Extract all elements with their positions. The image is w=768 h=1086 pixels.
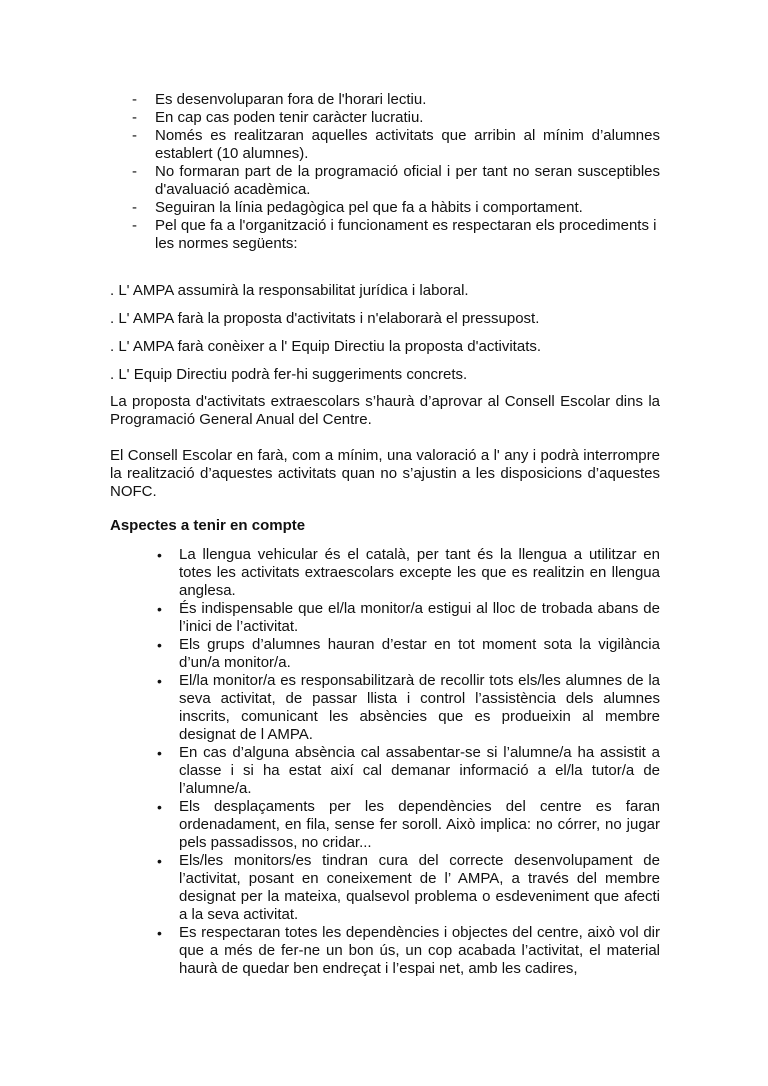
- dash-marker: -: [132, 163, 137, 180]
- dash-list-item: [110, 127, 660, 163]
- ampa-rule: . L' AMPA farà la proposta d'activitats i n'elaborarà el pressupost.: [110, 310, 540, 327]
- bullet-icon: •: [157, 637, 162, 653]
- bullet-list-item: [110, 600, 660, 636]
- bullet-item-text: Els grups d’alumnes hauran d’estar en tot moment sota la vigilància d’un/a monitor/a.: [179, 636, 660, 671]
- bullet-list-item: [110, 798, 660, 852]
- ampa-rule: . L' AMPA farà conèixer a l' Equip Directiu la proposta d'activitats.: [110, 338, 542, 355]
- bullet-item-text: Els/les monitors/es tindran cura del correcte desenvolupament de l’activitat, posant en coneixement de l’ AMPA, a través del membre designat per la mateixa, qualsevol problema o esdeveniment que afecti a la seva activitat.: [179, 852, 660, 923]
- bullet-item-text: La llengua vehicular és el català, per tant és la llengua a utilitzar en totes les activitats extraescolars excepte les que es realitzin en llengua anglesa.: [179, 546, 660, 599]
- bullet-list-item: [110, 744, 660, 798]
- dash-list-item: [110, 109, 660, 127]
- bullet-icon: •: [157, 799, 162, 815]
- dash-item-text: Només es realitzaran aquelles activitats que arribin al mínim d’alumnes establert (10 alumnes).: [155, 127, 660, 162]
- bullet-list-item: [110, 636, 660, 672]
- ampa-rule: . L' Equip Directiu podrà fer-hi suggeriments concrets.: [110, 366, 468, 383]
- bullet-list-item: [110, 672, 660, 744]
- ampa-rule: . L' AMPA assumirà la responsabilitat jurídica i laboral.: [110, 282, 469, 299]
- dash-marker: -: [132, 217, 137, 234]
- dash-marker: -: [132, 199, 137, 216]
- bullet-item-text: El/la monitor/a es responsabilitzarà de recollir tots els/les alumnes de la seva activitat, de passar llista i control l’assistència dels alumnes inscrits, comunicant les absències que es produeixin al membre designat de l AMPA.: [179, 672, 660, 743]
- bullet-icon: •: [157, 853, 162, 869]
- bullet-item-text: Es respectaran totes les dependències i objectes del centre, això vol dir que a més de fer-ne un bon ús, un cop acabada l’activitat, el material haurà de quedar ben endreçat i l’espai net, amb les cadires,: [179, 924, 660, 977]
- bullet-icon: •: [157, 925, 162, 941]
- dash-item-text: No formaran part de la programació oficial i per tant no seran susceptibles d'avaluació acadèmica.: [155, 163, 660, 198]
- dash-item-text: Es desenvoluparan fora de l'horari lectiu.: [155, 91, 427, 108]
- bullet-icon: •: [157, 745, 162, 761]
- bullet-item-text: En cas d’alguna absència cal assabentar-se si l’alumne/a ha assistit a classe i si ha estat així cal demanar informació a el/la tutor/a de l’alumne/a.: [179, 744, 660, 797]
- approval-paragraph: La proposta d'activitats extraescolars s’haurà d’aprovar al Consell Escolar dins la Programació General Anual del Centre.: [110, 393, 660, 428]
- bullet-list-item: [110, 852, 660, 924]
- bullet-icon: •: [157, 673, 162, 689]
- bullet-icon: •: [157, 547, 162, 563]
- dash-list-item: [110, 91, 660, 109]
- section-heading: Aspectes a tenir en compte: [110, 517, 306, 534]
- conditions-dash-list: [110, 91, 660, 253]
- dash-list-item: [110, 163, 660, 199]
- dash-marker: -: [132, 91, 137, 108]
- dash-list-item: [110, 217, 660, 253]
- dash-item-text: Pel que fa a l'organització i funcionament es respectaran els procediments i les normes següents:: [155, 217, 657, 252]
- dash-marker: -: [132, 127, 137, 144]
- dash-list-item: [110, 199, 660, 217]
- bullet-list-item: [110, 546, 660, 600]
- bullet-item-text: És indispensable que el/la monitor/a estigui al lloc de trobada abans de l’inici de l’activitat.: [179, 600, 660, 635]
- aspects-bullet-list: [110, 546, 660, 978]
- bullet-icon: •: [157, 601, 162, 617]
- dash-item-text: En cap cas poden tenir caràcter lucratiu.: [155, 109, 424, 126]
- bullet-list-item: [110, 924, 660, 978]
- dash-item-text: Seguiran la línia pedagògica pel que fa a hàbits i comportament.: [155, 199, 583, 216]
- bullet-item-text: Els desplaçaments per les dependències del centre es faran ordenadament, en fila, sense fer soroll. Això implica: no córrer, no jugar pels passadissos, no cridar...: [179, 798, 660, 851]
- evaluation-paragraph: El Consell Escolar en farà, com a mínim, una valoració a l' any i podrà interrompre la realització d’aquestes activitats quan no s’ajustin a les disposicions d’aquestes NOFC.: [110, 447, 660, 500]
- dash-marker: -: [132, 109, 137, 126]
